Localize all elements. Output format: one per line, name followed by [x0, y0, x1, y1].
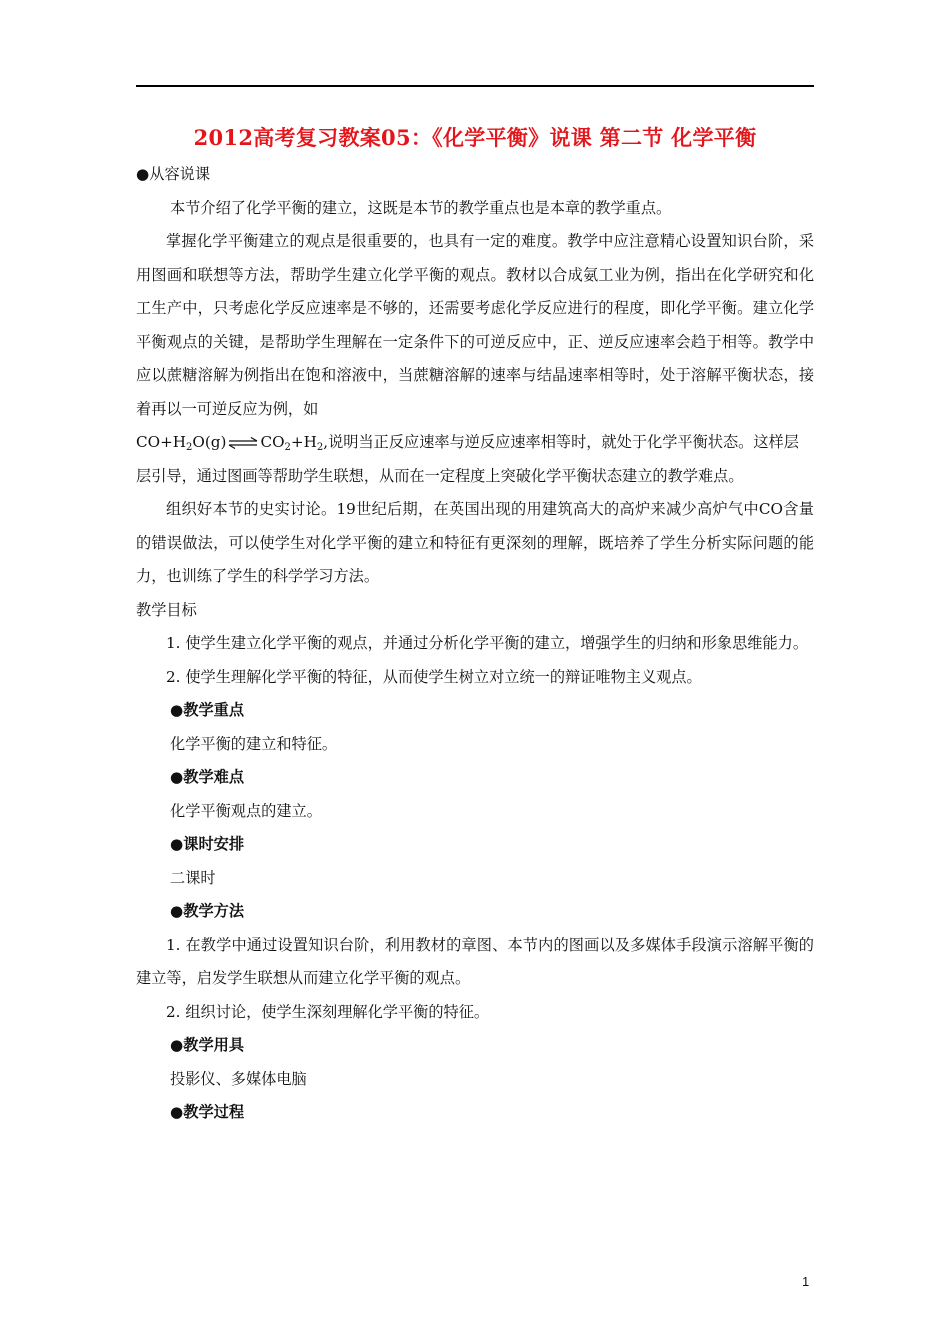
method-item-1: 1. 在教学中通过设置知识台阶，利用教材的章图、本节内的图画以及多媒体手段演示溶解平衡的建立等，启发学生联想从而建立化学平衡的观点。 — [136, 935, 814, 987]
header-rule — [136, 85, 814, 87]
reversible-arrow-icon — [228, 437, 258, 449]
document-title: 2012高考复习教案05：《化学平衡》说课 第二节 化学平衡 — [193, 125, 757, 150]
key-text: 化学平衡的建立和特征。 — [170, 734, 338, 753]
section-heading-key: ●教学重点 — [170, 701, 245, 719]
section-heading-difficult: ●教学难点 — [170, 768, 245, 786]
section-heading-schedule: ●课时安排 — [170, 835, 245, 853]
section-heading-shuoke: ●从容说课 — [136, 165, 211, 183]
eq-sub: 2 — [284, 442, 291, 453]
difficult-text: 化学平衡观点的建立。 — [170, 801, 322, 820]
eq-sub: 2 — [316, 442, 324, 453]
eq-co-h: CO+H — [136, 433, 187, 451]
section-heading-tools: ●教学用具 — [170, 1036, 245, 1054]
section-heading-method: ●教学方法 — [170, 902, 245, 920]
method-item-2: 2. 组织讨论，使学生深刻理解化学平衡的特征。 — [166, 1002, 490, 1021]
eq-rest: ,说明当正反应速率与逆反应速率相等时，就处于化学平衡状态。这样层 — [323, 433, 799, 451]
paragraph-intro: 本节介绍了化学平衡的建立，这既是本节的教学重点也是本章的教学重点。 — [170, 198, 672, 217]
equation-line — [136, 426, 814, 460]
page-number: 1 — [802, 1274, 810, 1289]
eq-co: CO — [260, 433, 285, 451]
paragraph-history: 组织好本节的史实讨论。19世纪后期，在英国出现的用建筑高大的高炉来减少高炉气中CO含量的错误做法，可以使学生对化学平衡的建立和特征有更深刻的理解，既培养了学生分析实际问题的能力，也训练了学生的科学学习方法。 — [136, 500, 814, 585]
goal-item-1: 1. 使学生建立化学平衡的观点，并通过分析化学平衡的建立，增强学生的归纳和形象思维能力。 — [166, 634, 809, 652]
document-body — [136, 158, 814, 1130]
paragraph-key-ideas: 掌握化学平衡建立的观点是很重要的，也具有一定的难度。教学中应注意精心设置知识台阶，采用图画和联想等方法，帮助学生建立化学平衡的观点。教材以合成氨工业为例，指出在化学研究和化工生产中，只考虑化学反应速率是不够的，还需要考虑化学反应进行的程度，即化学平衡。建立化学平衡观点的关键，是帮助学生理解在一定条件下的可逆反应中，正、逆反应速率会趋于相等。教学中应以蔗糖溶解为例指出在饱和溶液中，当蔗糖溶解的速率与结晶速率相等时，处于溶解平衡状态，接着再以一可逆反应为例，如 — [136, 232, 814, 418]
section-heading-goals: 教学目标 — [136, 600, 197, 619]
equation-continuation: 层引导，通过图画等帮助学生联想，从而在一定程度上突破化学平衡状态建立的教学难点。 — [136, 466, 744, 485]
tools-text: 投影仪、多媒体电脑 — [170, 1069, 307, 1088]
schedule-text: 二课时 — [170, 868, 216, 887]
section-heading-process: ●教学过程 — [170, 1103, 245, 1121]
eq-og: O(g) — [192, 433, 227, 451]
goal-item-2: 2. 使学生理解化学平衡的特征，从而使学生树立对立统一的辩证唯物主义观点。 — [166, 667, 702, 686]
eq-plus-h: +H — [290, 433, 317, 451]
eq-sub: 2 — [186, 442, 193, 453]
